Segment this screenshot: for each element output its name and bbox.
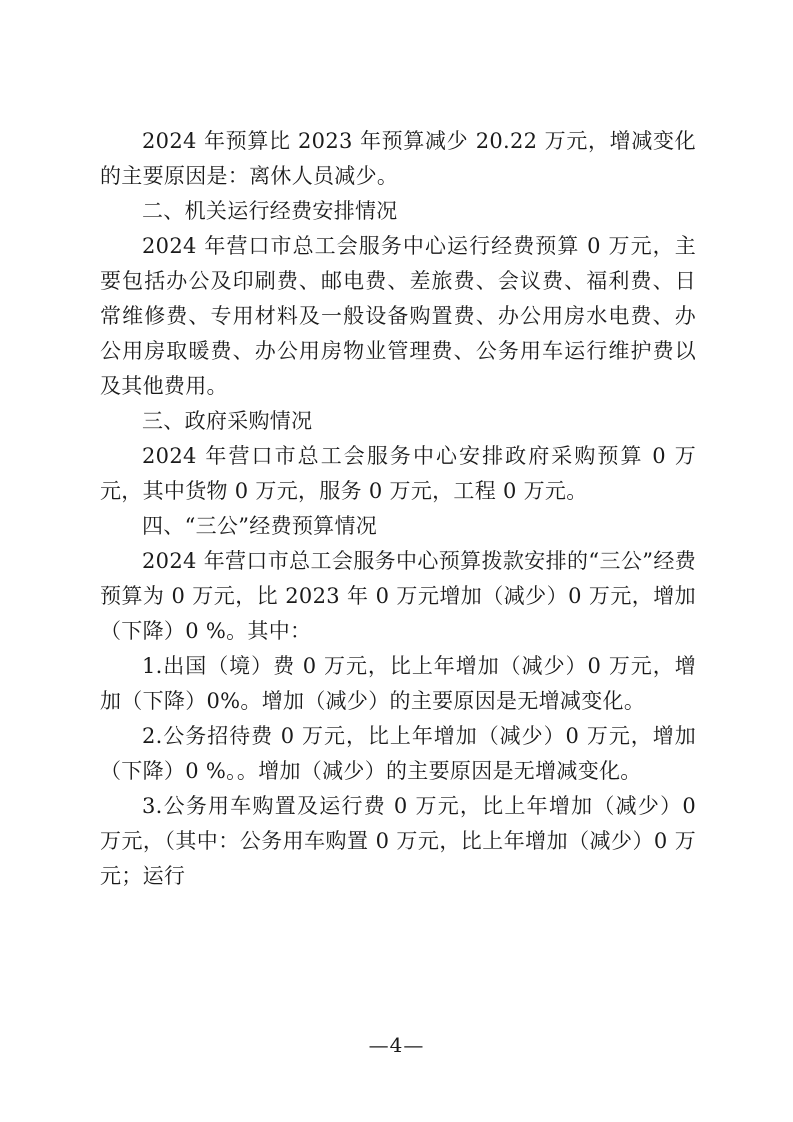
heading-three-public: 四、“三公”经费预算情况 (142, 514, 378, 538)
heading-operating-funds: 二、机关运行经费安排情况 (142, 199, 398, 223)
paragraph-overseas-travel: 1.出国（境）费 0 万元，比上年增加（减少）0 万元，增加（下降）0%。增加（减少）的主要原因是无增减变化。 (100, 654, 696, 713)
paragraph-operating-funds: 2024 年营口市总工会服务中心运行经费预算 0 万元，主要包括办公及印刷费、邮电费、差旅费、会议费、福利费、日常维修费、专用材料及一般设备购置费、办公用房水电费、办公用房取暖费、办公用房物业管理费、公务用车运行维护费以及其他费用。 (100, 234, 696, 398)
page-number: —4— (368, 1033, 425, 1057)
paragraph-budget-change: 2024 年预算比 2023 年预算减少 20.22 万元，增减变化的主要原因是：离休人员减少。 (100, 129, 696, 188)
paragraph-reception: 2.公务招待费 0 万元，比上年增加（减少）0 万元，增加（下降）0 %。。增加（减少）的主要原因是无增减变化。 (100, 724, 696, 783)
heading-procurement: 三、政府采购情况 (142, 409, 313, 433)
document-body (100, 124, 696, 894)
paragraph-vehicles: 3.公务用车购置及运行费 0 万元，比上年增加（减少）0 万元，（其中：公务用车购置 0 万元，比上年增加（减少）0 万元；运行 (100, 794, 696, 888)
paragraph-three-public: 2024 年营口市总工会服务中心预算拨款安排的“三公”经费预算为 0 万元，比 2023 年 0 万元增加（减少）0 万元，增加（下降）0 %。其中： (100, 549, 696, 643)
paragraph-procurement: 2024 年营口市总工会服务中心安排政府采购预算 0 万元，其中货物 0 万元，服务 0 万元，工程 0 万元。 (100, 444, 696, 503)
